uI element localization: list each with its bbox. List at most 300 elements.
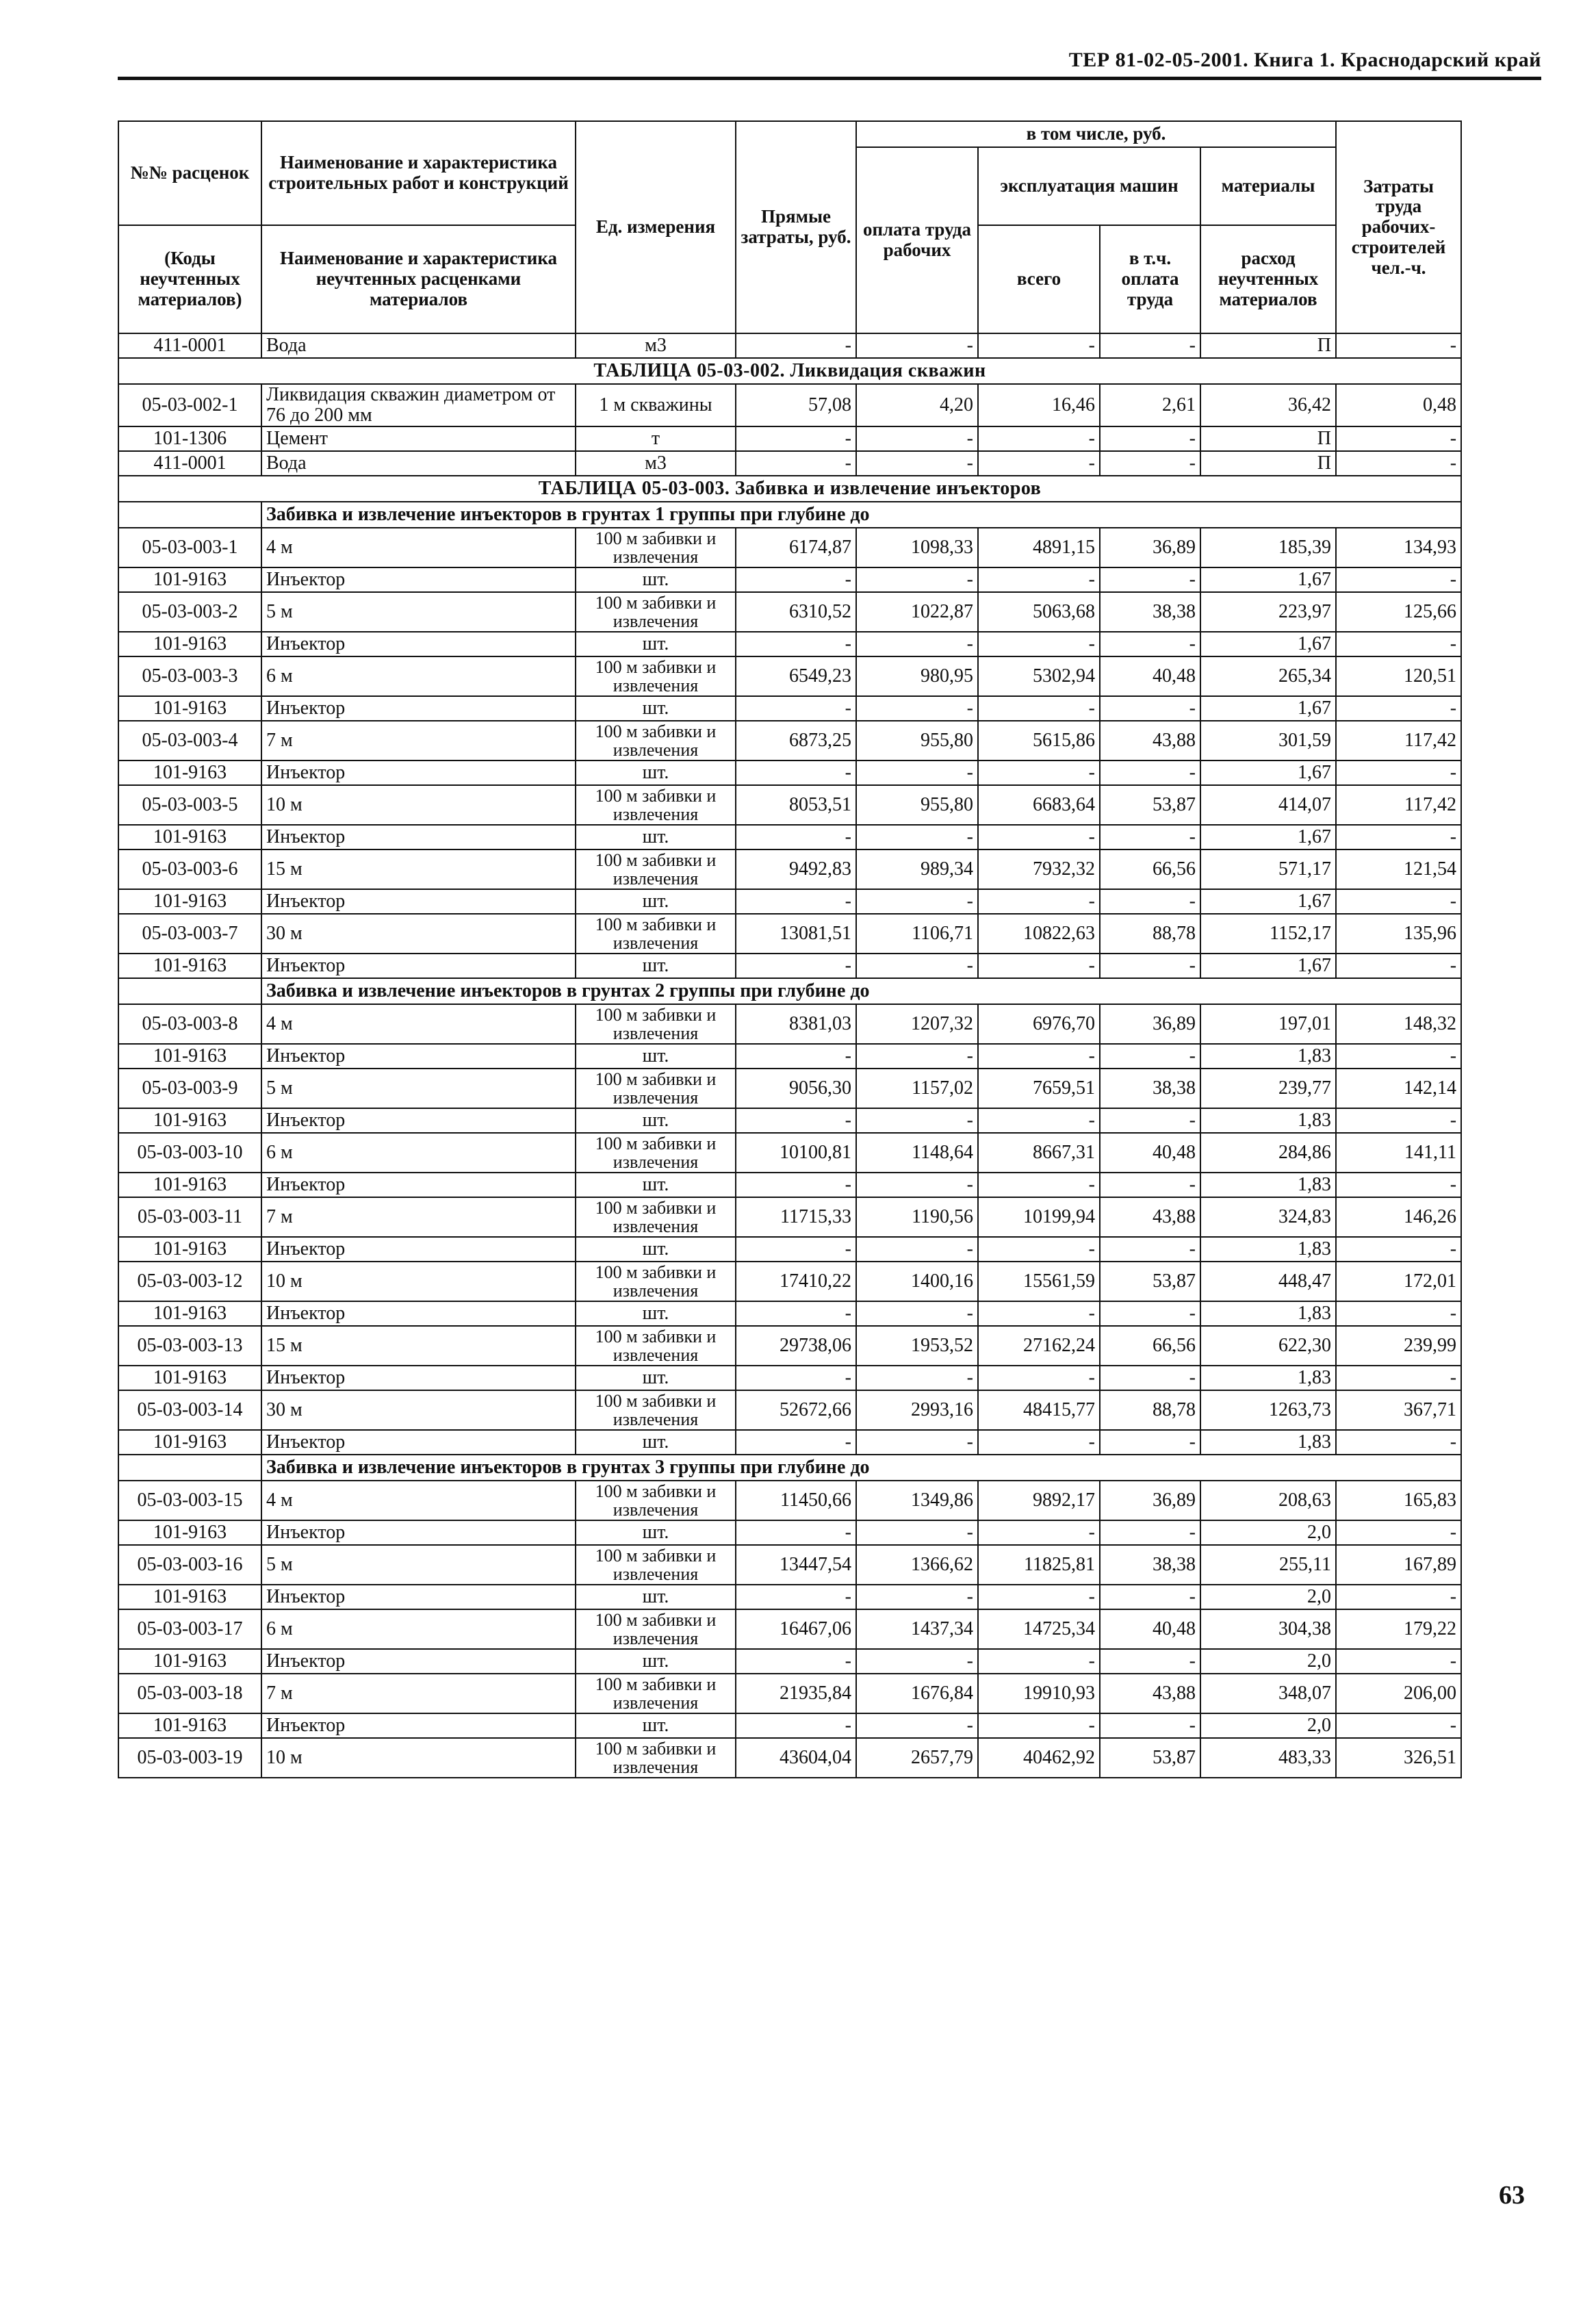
- direct-cell: 11450,66: [736, 1481, 856, 1520]
- group-subtitle: Забивка и извлечение инъекторов в грунтах 3 группы при глубине до: [261, 1455, 1461, 1481]
- unit-cell: 100 м забивки и извлечения: [576, 1609, 736, 1649]
- col-materials-sub: расход неучтенных материалов: [1200, 225, 1336, 333]
- code-cell: 101-9163: [118, 567, 261, 592]
- name-cell: 4 м: [261, 1481, 576, 1520]
- mach-pay-cell: -: [1100, 451, 1200, 476]
- mach-pay-cell: 43,88: [1100, 721, 1200, 761]
- table-row: [118, 1674, 1461, 1713]
- unit-cell: т: [576, 426, 736, 451]
- table-row: [118, 849, 1461, 889]
- mach-cell: 14725,34: [978, 1609, 1100, 1649]
- material-row: [118, 1173, 1461, 1197]
- mat-cell: 1,67: [1200, 761, 1336, 785]
- unit-cell: шт.: [576, 1044, 736, 1069]
- unit-cell: шт.: [576, 889, 736, 914]
- direct-cell: -: [736, 451, 856, 476]
- pay-cell: 1400,16: [856, 1262, 978, 1301]
- mat-cell: 1,83: [1200, 1173, 1336, 1197]
- unit-cell: 100 м забивки и извлечения: [576, 1738, 736, 1778]
- direct-cell: -: [736, 761, 856, 785]
- direct-cell: -: [736, 696, 856, 721]
- mat-cell: 1,67: [1200, 696, 1336, 721]
- unit-cell: шт.: [576, 825, 736, 849]
- direct-cell: 6549,23: [736, 656, 856, 696]
- mach-pay-cell: -: [1100, 1108, 1200, 1133]
- mach-pay-cell: -: [1100, 632, 1200, 656]
- unit-cell: шт.: [576, 696, 736, 721]
- mach-cell: -: [978, 696, 1100, 721]
- name-cell: 7 м: [261, 1197, 576, 1237]
- name-cell: Инъектор: [261, 696, 576, 721]
- code-cell: 101-9163: [118, 1649, 261, 1674]
- code-cell: 05-03-003-13: [118, 1326, 261, 1366]
- name-cell: Инъектор: [261, 1237, 576, 1262]
- group-subtitle: Забивка и извлечение инъекторов в грунтах 1 группы при глубине до: [261, 502, 1461, 528]
- name-cell: Инъектор: [261, 1430, 576, 1455]
- labor-cell: 0,48: [1336, 384, 1461, 426]
- labor-cell: 172,01: [1336, 1262, 1461, 1301]
- table-row: [118, 451, 1461, 476]
- mat-cell: 2,0: [1200, 1649, 1336, 1674]
- name-cell: 4 м: [261, 1004, 576, 1044]
- material-row: [118, 1366, 1461, 1390]
- name-cell: Инъектор: [261, 1044, 576, 1069]
- col-machines-labor: в т.ч. оплата труда: [1100, 225, 1200, 333]
- table-row: [118, 785, 1461, 825]
- mach-pay-cell: 36,89: [1100, 528, 1200, 567]
- direct-cell: 52672,66: [736, 1390, 856, 1430]
- mach-pay-cell: -: [1100, 761, 1200, 785]
- mat-cell: 1,67: [1200, 567, 1336, 592]
- mat-cell: 2,0: [1200, 1713, 1336, 1738]
- code-cell: 101-9163: [118, 632, 261, 656]
- unit-cell: 100 м забивки и извлечения: [576, 1390, 736, 1430]
- mach-pay-cell: 53,87: [1100, 1738, 1200, 1778]
- mach-cell: -: [978, 1044, 1100, 1069]
- unit-cell: 100 м забивки и извлечения: [576, 785, 736, 825]
- mach-cell: 5302,94: [978, 656, 1100, 696]
- code-cell: 05-03-003-4: [118, 721, 261, 761]
- unit-cell: 1 м скважины: [576, 384, 736, 426]
- pay-cell: 955,80: [856, 721, 978, 761]
- unit-cell: шт.: [576, 1430, 736, 1455]
- labor-cell: 117,42: [1336, 721, 1461, 761]
- mat-cell: 1,83: [1200, 1430, 1336, 1455]
- col-name-bottom: Наименование и характеристика неучтенных расценками материалов: [261, 225, 576, 333]
- labor-cell: 148,32: [1336, 1004, 1461, 1044]
- mat-cell: 1,67: [1200, 954, 1336, 978]
- mach-cell: -: [978, 1108, 1100, 1133]
- labor-cell: -: [1336, 889, 1461, 914]
- mach-pay-cell: -: [1100, 1585, 1200, 1609]
- mach-cell: -: [978, 632, 1100, 656]
- labor-cell: 146,26: [1336, 1197, 1461, 1237]
- labor-cell: -: [1336, 1649, 1461, 1674]
- code-cell: 101-9163: [118, 1044, 261, 1069]
- name-cell: 5 м: [261, 1545, 576, 1585]
- pay-cell: 1148,64: [856, 1133, 978, 1173]
- mat-cell: 483,33: [1200, 1738, 1336, 1778]
- mach-pay-cell: 53,87: [1100, 785, 1200, 825]
- group-subtitle: Забивка и извлечение инъекторов в грунтах 2 группы при глубине до: [261, 978, 1461, 1004]
- mach-pay-cell: -: [1100, 333, 1200, 358]
- unit-cell: шт.: [576, 1649, 736, 1674]
- mach-cell: 6976,70: [978, 1004, 1100, 1044]
- pay-cell: -: [856, 1649, 978, 1674]
- table-row: [118, 1133, 1461, 1173]
- table-row: [118, 333, 1461, 358]
- mat-cell: 1263,73: [1200, 1390, 1336, 1430]
- name-cell: Вода: [261, 451, 576, 476]
- mach-cell: 48415,77: [978, 1390, 1100, 1430]
- mach-pay-cell: -: [1100, 426, 1200, 451]
- table-row: [118, 592, 1461, 632]
- unit-cell: м3: [576, 333, 736, 358]
- mat-cell: 1,83: [1200, 1366, 1336, 1390]
- pay-cell: 1437,34: [856, 1609, 978, 1649]
- pay-cell: -: [856, 696, 978, 721]
- code-cell: 411-0001: [118, 451, 261, 476]
- table-head: [118, 121, 1461, 333]
- name-cell: Инъектор: [261, 1366, 576, 1390]
- col-materials: материалы: [1200, 147, 1336, 225]
- name-cell: Цемент: [261, 426, 576, 451]
- table-row: [118, 1262, 1461, 1301]
- pay-cell: 4,20: [856, 384, 978, 426]
- group-subtitle-spacer: [118, 1455, 261, 1481]
- group-subtitle-spacer: [118, 978, 261, 1004]
- mat-cell: 185,39: [1200, 528, 1336, 567]
- pay-cell: -: [856, 1713, 978, 1738]
- pay-cell: -: [856, 1173, 978, 1197]
- direct-cell: -: [736, 1713, 856, 1738]
- mach-pay-cell: -: [1100, 696, 1200, 721]
- pay-cell: -: [856, 761, 978, 785]
- name-cell: Инъектор: [261, 1713, 576, 1738]
- mach-pay-cell: 38,38: [1100, 1069, 1200, 1108]
- unit-cell: шт.: [576, 632, 736, 656]
- code-cell: 101-9163: [118, 1713, 261, 1738]
- pay-cell: 1022,87: [856, 592, 978, 632]
- pay-cell: -: [856, 1585, 978, 1609]
- mach-pay-cell: 40,48: [1100, 656, 1200, 696]
- col-labor-cost: Затраты труда рабочих-строителей чел.-ч.: [1336, 121, 1461, 333]
- mat-cell: 1,83: [1200, 1301, 1336, 1326]
- code-cell: 05-03-003-10: [118, 1133, 261, 1173]
- mach-cell: -: [978, 426, 1100, 451]
- material-row: [118, 632, 1461, 656]
- labor-cell: -: [1336, 632, 1461, 656]
- mat-cell: 2,0: [1200, 1520, 1336, 1545]
- name-cell: 7 м: [261, 721, 576, 761]
- pay-cell: 1190,56: [856, 1197, 978, 1237]
- table-row: [118, 1481, 1461, 1520]
- direct-cell: 29738,06: [736, 1326, 856, 1366]
- unit-cell: шт.: [576, 1237, 736, 1262]
- mach-cell: 5063,68: [978, 592, 1100, 632]
- unit-cell: 100 м забивки и извлечения: [576, 1326, 736, 1366]
- mach-pay-cell: 36,89: [1100, 1004, 1200, 1044]
- labor-cell: 179,22: [1336, 1609, 1461, 1649]
- name-cell: 7 м: [261, 1674, 576, 1713]
- code-cell: 05-03-003-16: [118, 1545, 261, 1585]
- name-cell: Инъектор: [261, 825, 576, 849]
- unit-cell: 100 м забивки и извлечения: [576, 849, 736, 889]
- mat-cell: 255,11: [1200, 1545, 1336, 1585]
- header-rule: [118, 77, 1541, 80]
- direct-cell: 16467,06: [736, 1609, 856, 1649]
- code-cell: 05-03-003-19: [118, 1738, 261, 1778]
- mat-cell: 414,07: [1200, 785, 1336, 825]
- name-cell: 5 м: [261, 592, 576, 632]
- name-cell: Инъектор: [261, 1649, 576, 1674]
- pay-cell: 1953,52: [856, 1326, 978, 1366]
- labor-cell: 165,83: [1336, 1481, 1461, 1520]
- direct-cell: -: [736, 333, 856, 358]
- direct-cell: -: [736, 1366, 856, 1390]
- name-cell: 6 м: [261, 1609, 576, 1649]
- mach-pay-cell: 40,48: [1100, 1133, 1200, 1173]
- material-row: [118, 825, 1461, 849]
- name-cell: Ликвидация скважин диаметром от 76 до 200 мм: [261, 384, 576, 426]
- pay-cell: -: [856, 1108, 978, 1133]
- code-cell: 101-9163: [118, 825, 261, 849]
- pay-cell: 1157,02: [856, 1069, 978, 1108]
- mach-cell: 7932,32: [978, 849, 1100, 889]
- pay-cell: -: [856, 1366, 978, 1390]
- mach-pay-cell: 66,56: [1100, 849, 1200, 889]
- table-row: [118, 1390, 1461, 1430]
- direct-cell: 13447,54: [736, 1545, 856, 1585]
- mach-cell: 4891,15: [978, 528, 1100, 567]
- unit-cell: 100 м забивки и извлечения: [576, 1481, 736, 1520]
- mach-pay-cell: 88,78: [1100, 914, 1200, 954]
- group-subtitle-spacer: [118, 502, 261, 528]
- table-row: [118, 1004, 1461, 1044]
- name-cell: Инъектор: [261, 954, 576, 978]
- labor-cell: 367,71: [1336, 1390, 1461, 1430]
- mach-pay-cell: 36,89: [1100, 1481, 1200, 1520]
- mat-cell: 197,01: [1200, 1004, 1336, 1044]
- mach-pay-cell: 43,88: [1100, 1674, 1200, 1713]
- code-cell: 05-03-003-17: [118, 1609, 261, 1649]
- mach-cell: -: [978, 1237, 1100, 1262]
- mat-cell: 571,17: [1200, 849, 1336, 889]
- mat-cell: П: [1200, 451, 1336, 476]
- mach-pay-cell: -: [1100, 1301, 1200, 1326]
- mat-cell: 36,42: [1200, 384, 1336, 426]
- code-cell: 05-03-003-12: [118, 1262, 261, 1301]
- code-cell: 05-03-003-1: [118, 528, 261, 567]
- mach-cell: 40462,92: [978, 1738, 1100, 1778]
- name-cell: Инъектор: [261, 567, 576, 592]
- mach-pay-cell: 40,48: [1100, 1609, 1200, 1649]
- unit-cell: 100 м забивки и извлечения: [576, 528, 736, 567]
- labor-cell: -: [1336, 333, 1461, 358]
- direct-cell: 9492,83: [736, 849, 856, 889]
- mach-cell: 11825,81: [978, 1545, 1100, 1585]
- mach-pay-cell: -: [1100, 1044, 1200, 1069]
- material-row: [118, 567, 1461, 592]
- mat-cell: 1,83: [1200, 1044, 1336, 1069]
- name-cell: Инъектор: [261, 889, 576, 914]
- code-cell: 101-9163: [118, 1585, 261, 1609]
- direct-cell: 57,08: [736, 384, 856, 426]
- unit-cell: шт.: [576, 1520, 736, 1545]
- labor-cell: -: [1336, 1044, 1461, 1069]
- direct-cell: -: [736, 1301, 856, 1326]
- labor-cell: -: [1336, 1173, 1461, 1197]
- material-row: [118, 1108, 1461, 1133]
- code-cell: 05-03-003-5: [118, 785, 261, 825]
- col-direct: Прямые затраты, руб.: [736, 121, 856, 333]
- direct-cell: -: [736, 825, 856, 849]
- mach-pay-cell: -: [1100, 889, 1200, 914]
- labor-cell: 120,51: [1336, 656, 1461, 696]
- code-cell: 101-9163: [118, 1366, 261, 1390]
- code-cell: 101-9163: [118, 1173, 261, 1197]
- rates-table: [118, 120, 1462, 1778]
- mach-cell: -: [978, 889, 1100, 914]
- direct-cell: -: [736, 889, 856, 914]
- direct-cell: -: [736, 632, 856, 656]
- mach-cell: -: [978, 567, 1100, 592]
- code-cell: 05-03-003-9: [118, 1069, 261, 1108]
- name-cell: 30 м: [261, 1390, 576, 1430]
- material-row: [118, 954, 1461, 978]
- direct-cell: 8381,03: [736, 1004, 856, 1044]
- labor-cell: -: [1336, 426, 1461, 451]
- direct-cell: -: [736, 1237, 856, 1262]
- code-cell: 05-03-003-6: [118, 849, 261, 889]
- labor-cell: -: [1336, 1366, 1461, 1390]
- name-cell: Инъектор: [261, 1108, 576, 1133]
- pay-cell: -: [856, 825, 978, 849]
- direct-cell: 11715,33: [736, 1197, 856, 1237]
- mach-pay-cell: -: [1100, 1237, 1200, 1262]
- code-cell: 101-9163: [118, 954, 261, 978]
- labor-cell: 141,11: [1336, 1133, 1461, 1173]
- unit-cell: шт.: [576, 1173, 736, 1197]
- code-cell: 101-9163: [118, 1108, 261, 1133]
- labor-cell: 121,54: [1336, 849, 1461, 889]
- name-cell: 15 м: [261, 849, 576, 889]
- table-row: [118, 528, 1461, 567]
- labor-cell: 135,96: [1336, 914, 1461, 954]
- material-row: [118, 1430, 1461, 1455]
- unit-cell: шт.: [576, 1108, 736, 1133]
- mach-cell: 10822,63: [978, 914, 1100, 954]
- unit-cell: 100 м забивки и извлечения: [576, 592, 736, 632]
- unit-cell: 100 м забивки и извлечения: [576, 1069, 736, 1108]
- material-row: [118, 1649, 1461, 1674]
- pay-cell: -: [856, 1301, 978, 1326]
- direct-cell: 13081,51: [736, 914, 856, 954]
- pay-cell: 2657,79: [856, 1738, 978, 1778]
- table-row: [118, 721, 1461, 761]
- name-cell: 10 м: [261, 1738, 576, 1778]
- name-cell: 4 м: [261, 528, 576, 567]
- mach-cell: 9892,17: [978, 1481, 1100, 1520]
- pay-cell: 1349,86: [856, 1481, 978, 1520]
- mat-cell: 304,38: [1200, 1609, 1336, 1649]
- mach-cell: 10199,94: [978, 1197, 1100, 1237]
- pay-cell: 1366,62: [856, 1545, 978, 1585]
- material-row: [118, 761, 1461, 785]
- code-cell: 05-03-003-3: [118, 656, 261, 696]
- code-cell: 101-9163: [118, 1520, 261, 1545]
- labor-cell: 206,00: [1336, 1674, 1461, 1713]
- direct-cell: -: [736, 567, 856, 592]
- pay-cell: -: [856, 426, 978, 451]
- mach-cell: -: [978, 1585, 1100, 1609]
- name-cell: Инъектор: [261, 1173, 576, 1197]
- mat-cell: 622,30: [1200, 1326, 1336, 1366]
- mat-cell: П: [1200, 333, 1336, 358]
- pay-cell: -: [856, 1520, 978, 1545]
- mat-cell: 223,97: [1200, 592, 1336, 632]
- direct-cell: -: [736, 1520, 856, 1545]
- mach-cell: -: [978, 1173, 1100, 1197]
- unit-cell: шт.: [576, 1585, 736, 1609]
- mach-cell: 15561,59: [978, 1262, 1100, 1301]
- direct-cell: 43604,04: [736, 1738, 856, 1778]
- direct-cell: 10100,81: [736, 1133, 856, 1173]
- name-cell: 30 м: [261, 914, 576, 954]
- group-subtitle-row: [118, 978, 1461, 1004]
- table-row: [118, 1326, 1461, 1366]
- direct-cell: 21935,84: [736, 1674, 856, 1713]
- direct-cell: 6310,52: [736, 592, 856, 632]
- unit-cell: 100 м забивки и извлечения: [576, 914, 736, 954]
- name-cell: 5 м: [261, 1069, 576, 1108]
- unit-cell: 100 м забивки и извлечения: [576, 1545, 736, 1585]
- labor-cell: -: [1336, 1585, 1461, 1609]
- code-cell: 05-03-002-1: [118, 384, 261, 426]
- mat-cell: 324,83: [1200, 1197, 1336, 1237]
- mat-cell: 265,34: [1200, 656, 1336, 696]
- mach-pay-cell: 53,87: [1100, 1262, 1200, 1301]
- labor-cell: -: [1336, 451, 1461, 476]
- labor-cell: -: [1336, 1301, 1461, 1326]
- labor-cell: -: [1336, 696, 1461, 721]
- name-cell: Вода: [261, 333, 576, 358]
- direct-cell: -: [736, 1173, 856, 1197]
- unit-cell: 100 м забивки и извлечения: [576, 1262, 736, 1301]
- labor-cell: -: [1336, 1430, 1461, 1455]
- mach-cell: 8667,31: [978, 1133, 1100, 1173]
- name-cell: 6 м: [261, 1133, 576, 1173]
- labor-cell: -: [1336, 1713, 1461, 1738]
- material-row: [118, 1301, 1461, 1326]
- col-code-bottom: (Коды неучтенных материалов): [118, 225, 261, 333]
- unit-cell: 100 м забивки и извлечения: [576, 721, 736, 761]
- mach-pay-cell: -: [1100, 1713, 1200, 1738]
- mach-cell: -: [978, 761, 1100, 785]
- direct-cell: -: [736, 1430, 856, 1455]
- material-row: [118, 1520, 1461, 1545]
- mat-cell: 1,67: [1200, 825, 1336, 849]
- unit-cell: 100 м забивки и извлечения: [576, 1004, 736, 1044]
- labor-cell: 239,99: [1336, 1326, 1461, 1366]
- material-row: [118, 696, 1461, 721]
- pay-cell: -: [856, 567, 978, 592]
- code-cell: 05-03-003-7: [118, 914, 261, 954]
- unit-cell: шт.: [576, 1366, 736, 1390]
- direct-cell: -: [736, 1649, 856, 1674]
- labor-cell: 167,89: [1336, 1545, 1461, 1585]
- mach-pay-cell: 38,38: [1100, 592, 1200, 632]
